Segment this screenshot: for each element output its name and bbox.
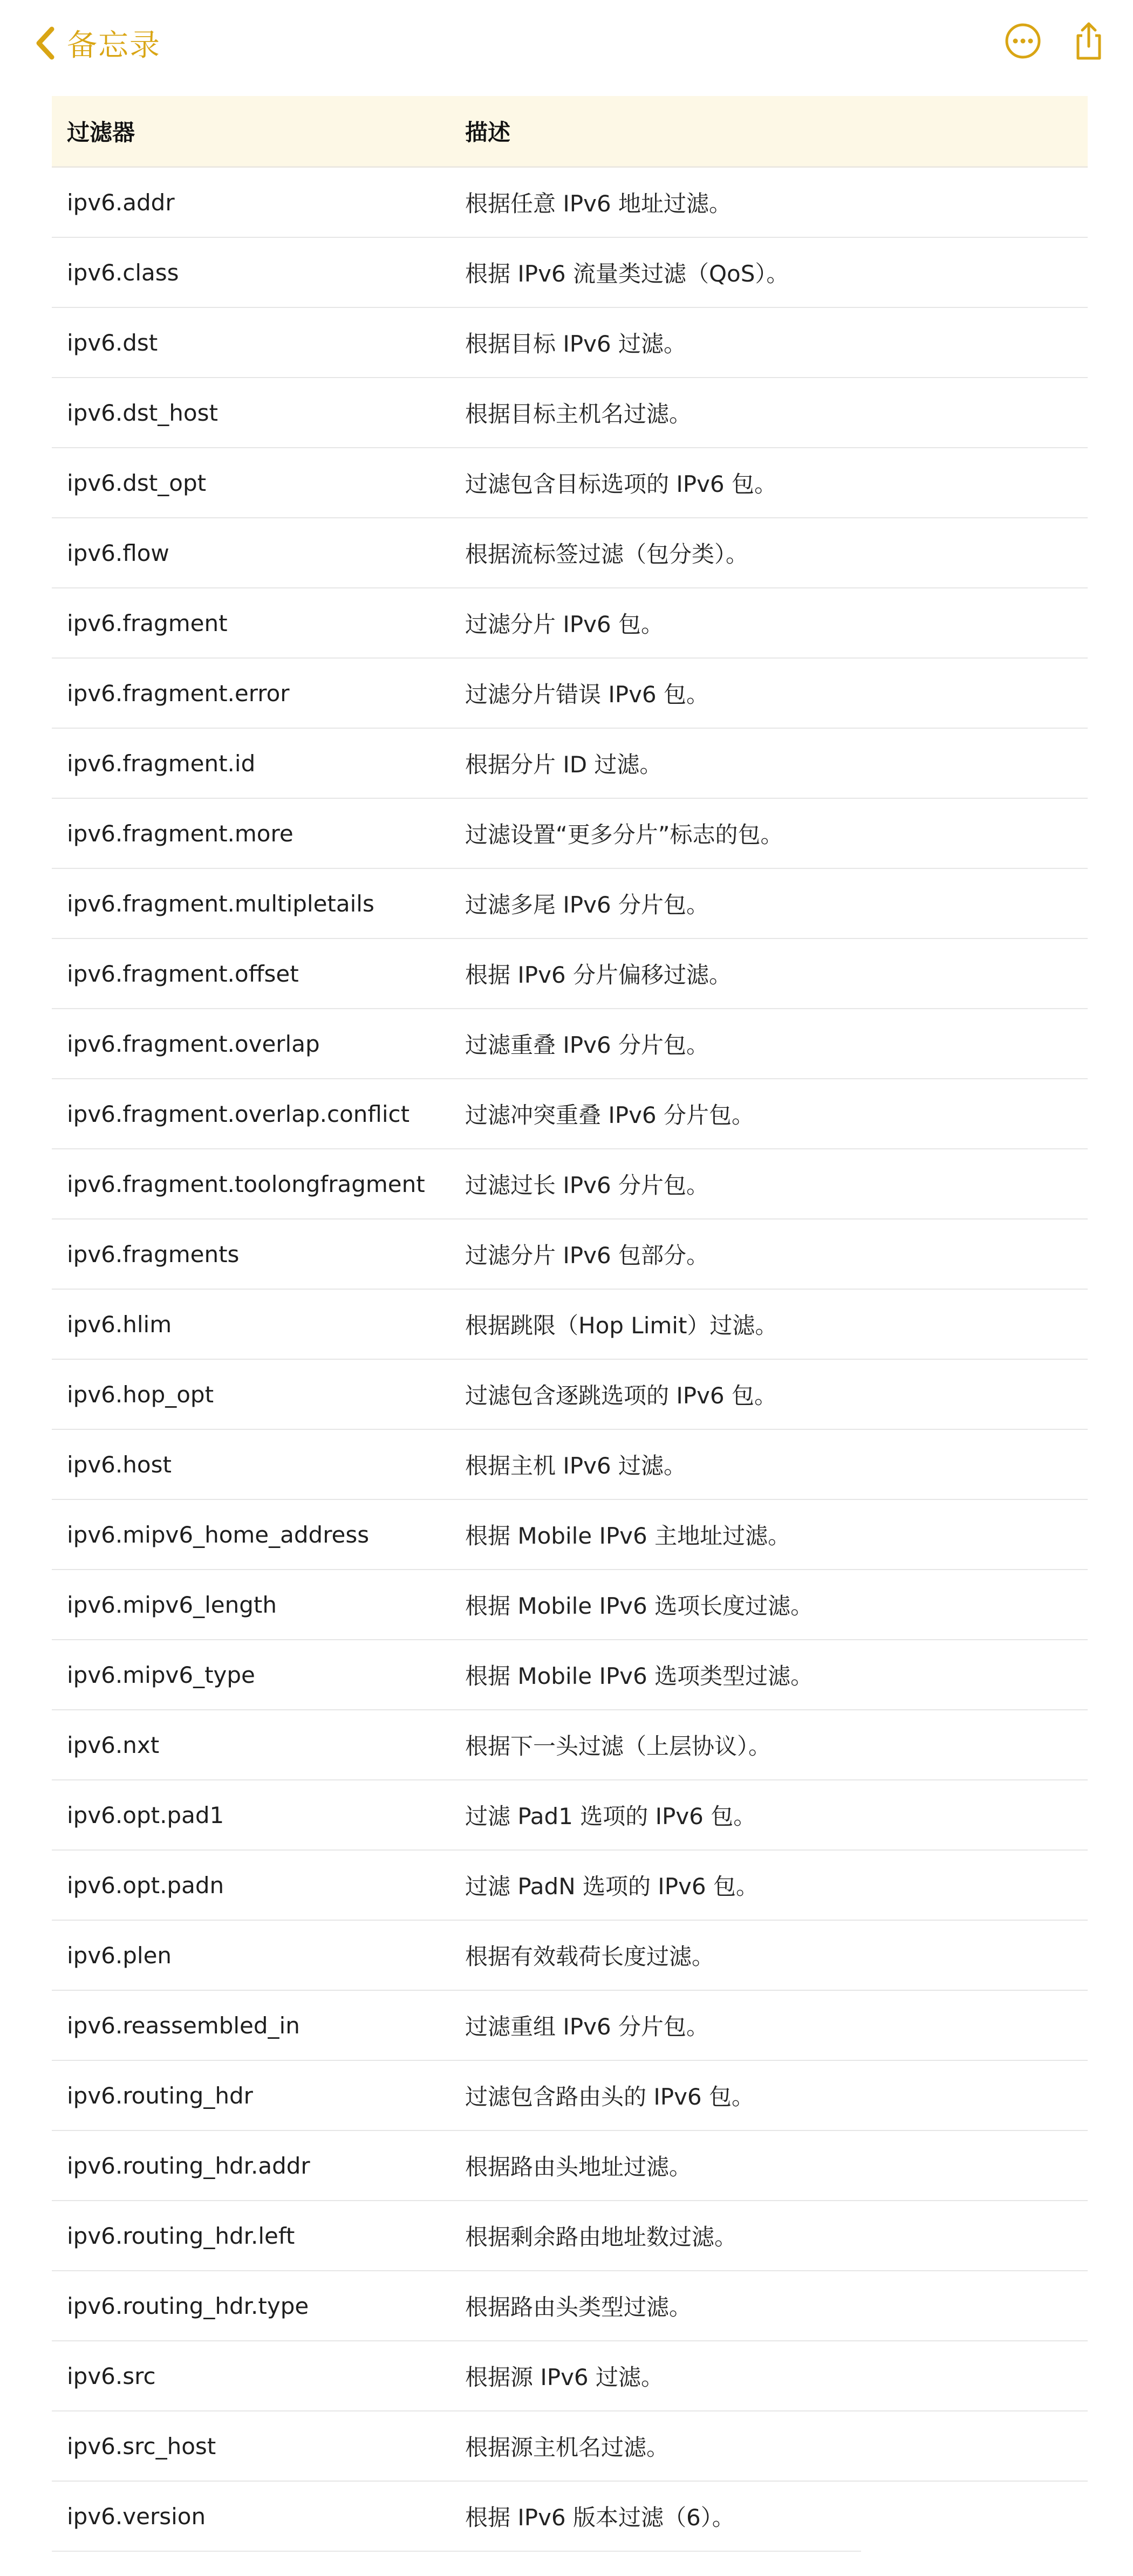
filter-name-cell: ipv6.routing_hdr.addr [67, 2152, 310, 2179]
table-row [52, 518, 1088, 588]
description-cell: 根据 Mobile IPv6 选项类型过滤。 [465, 1663, 814, 1689]
table-row [52, 2201, 1088, 2271]
table-row [52, 168, 1088, 238]
description-cell: 过滤冲突重叠 IPv6 分片包。 [465, 1102, 754, 1128]
description-cell: 根据剩余路由地址数过滤。 [465, 2224, 738, 2250]
table-row [52, 1149, 1088, 1220]
table-row [52, 2061, 1088, 2131]
filter-name-cell: ipv6.fragment.overlap [67, 1030, 320, 1057]
description-cell: 过滤包含路由头的 IPv6 包。 [465, 2084, 754, 2110]
filter-name-cell: ipv6.version [67, 2503, 206, 2530]
filter-name-cell: ipv6.plen [67, 1942, 172, 1969]
filter-name-cell: ipv6.fragment.toolongfragment [67, 1170, 425, 1197]
description-cell: 过滤重叠 IPv6 分片包。 [465, 1032, 709, 1058]
filter-name-cell: ipv6.hlim [67, 1311, 172, 1338]
description-cell: 根据分片 ID 过滤。 [465, 751, 663, 778]
header-filter: 过滤器 [67, 119, 135, 146]
table-row [52, 448, 1088, 518]
filter-name-cell: ipv6.host [67, 1451, 172, 1478]
filter-name-cell: ipv6.addr [67, 189, 175, 216]
table-row [52, 2341, 1088, 2411]
description-cell: 过滤包含逐跳选项的 IPv6 包。 [465, 1382, 777, 1409]
table-row [52, 1710, 1088, 1780]
filter-name-cell: ipv6.flow [67, 539, 169, 566]
filter-name-cell: ipv6.fragment.multipletails [67, 890, 374, 917]
table-row [52, 1921, 1088, 1991]
filter-name-cell: ipv6.opt.padn [67, 1872, 224, 1899]
table-row [52, 1780, 1088, 1851]
filter-name-cell: ipv6.dst_host [67, 399, 218, 426]
description-cell: 过滤多尾 IPv6 分片包。 [465, 892, 709, 918]
table-row [52, 1079, 1088, 1149]
table-row [52, 659, 1088, 729]
filter-name-cell: ipv6.fragment.overlap.conflict [67, 1100, 410, 1127]
filter-name-cell: ipv6.fragment [67, 609, 228, 636]
header-description: 描述 [465, 119, 511, 146]
filter-name-cell: ipv6.src_host [67, 2433, 216, 2459]
description-cell: 根据流标签过滤（包分类）。 [465, 541, 749, 567]
description-cell: 根据源 IPv6 过滤。 [465, 2364, 664, 2390]
back-button[interactable] [35, 20, 161, 66]
table-header [52, 96, 1088, 168]
table-row [52, 1851, 1088, 1921]
table-row [52, 2271, 1088, 2341]
filter-name-cell: ipv6.mipv6_home_address [67, 1521, 370, 1548]
filter-name-cell: ipv6.src [67, 2362, 156, 2389]
description-cell: 根据 Mobile IPv6 主地址过滤。 [465, 1523, 791, 1549]
description-cell: 根据路由头地址过滤。 [465, 2154, 692, 2180]
description-cell: 根据任意 IPv6 地址过滤。 [465, 190, 732, 217]
description-cell: 根据目标主机名过滤。 [465, 401, 692, 427]
filter-table [52, 96, 1088, 2551]
table-row [52, 378, 1088, 448]
table-row [52, 1570, 1088, 1640]
filter-name-cell: ipv6.dst_opt [67, 469, 207, 496]
filter-name-cell: ipv6.nxt [67, 1731, 160, 1758]
table-row [52, 238, 1088, 308]
filter-name-cell: ipv6.routing_hdr.type [67, 2292, 309, 2319]
table-row [52, 939, 1088, 1009]
more-icon [1001, 19, 1045, 63]
table-row [52, 308, 1088, 378]
share-button[interactable] [1067, 19, 1110, 63]
table-body [52, 168, 1088, 2551]
filter-name-cell: ipv6.dst [67, 329, 158, 356]
filter-name-cell: ipv6.fragment.more [67, 820, 294, 847]
table-row [52, 2482, 1088, 2551]
filter-name-cell: ipv6.opt.pad1 [67, 1801, 224, 1828]
table-row [52, 729, 1088, 799]
description-cell: 过滤分片 IPv6 包。 [465, 611, 664, 638]
table-row [52, 2411, 1088, 2482]
description-cell: 过滤分片错误 IPv6 包。 [465, 681, 709, 708]
description-cell: 过滤设置“更多分片”标志的包。 [465, 821, 783, 848]
filter-name-cell: ipv6.hop_opt [67, 1381, 214, 1408]
description-cell: 根据源主机名过滤。 [465, 2434, 670, 2461]
table-row [52, 799, 1088, 869]
description-cell: 根据下一头过滤（上层协议）。 [465, 1733, 772, 1759]
table-row [52, 1500, 1088, 1570]
table-row [52, 1640, 1088, 1710]
description-cell: 过滤过长 IPv6 分片包。 [465, 1172, 709, 1198]
navigation-bar [0, 0, 1133, 86]
table-row [52, 1360, 1088, 1430]
description-cell: 过滤 Pad1 选项的 IPv6 包。 [465, 1803, 756, 1830]
more-button[interactable] [1001, 19, 1045, 63]
description-cell: 过滤重组 IPv6 分片包。 [465, 2013, 709, 2040]
table-row [52, 588, 1088, 659]
description-cell: 根据 Mobile IPv6 选项长度过滤。 [465, 1593, 814, 1619]
description-cell: 根据主机 IPv6 过滤。 [465, 1453, 686, 1479]
back-label: 备忘录 [67, 28, 161, 63]
description-cell: 根据路由头类型过滤。 [465, 2294, 692, 2320]
chevron-left-icon [35, 24, 60, 62]
description-cell: 根据 IPv6 版本过滤（6）。 [465, 2504, 735, 2531]
table-row [52, 869, 1088, 939]
description-cell: 根据目标 IPv6 过滤。 [465, 331, 686, 357]
description-cell: 根据跳限（Hop Limit）过滤。 [465, 1312, 778, 1339]
description-cell: 根据 IPv6 分片偏移过滤。 [465, 962, 732, 988]
filter-name-cell: ipv6.fragment.error [67, 680, 290, 707]
table-row [52, 1991, 1088, 2061]
filter-name-cell: ipv6.routing_hdr [67, 2082, 253, 2109]
description-cell: 根据 IPv6 流量类过滤（QoS）。 [465, 261, 789, 287]
description-cell: 过滤包含目标选项的 IPv6 包。 [465, 471, 777, 497]
filter-name-cell: ipv6.fragments [67, 1241, 240, 1268]
table-row [52, 1009, 1088, 1079]
table-bottom-border [52, 2551, 861, 2552]
table-row [52, 2131, 1088, 2201]
filter-name-cell: ipv6.mipv6_type [67, 1661, 255, 1688]
filter-name-cell: ipv6.class [67, 259, 179, 286]
filter-name-cell: ipv6.fragment.offset [67, 960, 299, 987]
filter-name-cell: ipv6.fragment.id [67, 750, 256, 777]
filter-name-cell: ipv6.mipv6_length [67, 1591, 277, 1618]
table-row [52, 1430, 1088, 1500]
filter-name-cell: ipv6.reassembled_in [67, 2012, 300, 2039]
table-row [52, 1290, 1088, 1360]
description-cell: 过滤 PadN 选项的 IPv6 包。 [465, 1873, 759, 1900]
description-cell: 过滤分片 IPv6 包部分。 [465, 1242, 709, 1269]
table-row [52, 1220, 1088, 1290]
share-icon [1067, 19, 1110, 63]
description-cell: 根据有效载荷长度过滤。 [465, 1943, 715, 1970]
filter-name-cell: ipv6.routing_hdr.left [67, 2222, 295, 2249]
